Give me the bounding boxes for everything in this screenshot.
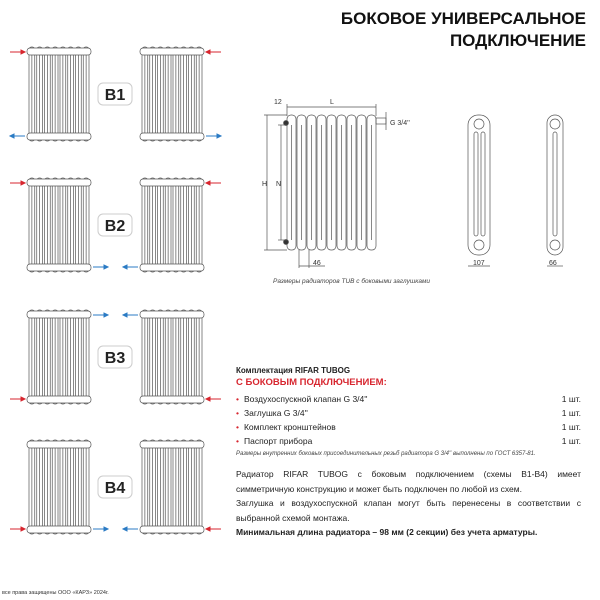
kit-heading: Комплектация RIFAR TUBOG <box>236 366 351 375</box>
svg-text:B3: B3 <box>104 350 126 367</box>
connection-schemes <box>0 0 235 560</box>
side-view-3-column <box>468 115 490 267</box>
flow-arrow-icon <box>206 527 221 531</box>
flow-arrow-icon <box>10 397 25 401</box>
radiator-icon <box>140 178 204 272</box>
flow-arrow-icon <box>206 134 221 138</box>
radiator-icon <box>27 178 91 272</box>
flow-arrow-icon <box>10 181 25 185</box>
bullet-icon: • <box>236 436 239 446</box>
kit-qty: 1 шт. <box>561 408 581 418</box>
dim-L: L <box>330 99 334 106</box>
flow-arrow-icon <box>123 313 138 317</box>
scheme-label <box>98 83 132 105</box>
flow-arrow-icon <box>93 527 108 531</box>
dim-12: 12 <box>274 99 282 106</box>
copyright: все права защищены ООО «КАРЗ» 2024г. <box>2 590 109 596</box>
radiator-icon <box>140 440 204 534</box>
scheme-label <box>98 214 132 236</box>
svg-text:B1: B1 <box>104 87 126 104</box>
flow-arrow-icon <box>93 265 108 269</box>
description: Радиатор RIFAR TUBOG с боковым подключением (схемы B1-B4) имеет симметричную конструкцию и может быть подключен по любой из схем. Заглушка и воздухоспускной клапан могут быть перенесены в соответствии с выбранной схемой монтажа. Минимальная длина радиатора – 98 мм (2 секции) без учета арматуры. <box>236 469 581 537</box>
kit-qty: 1 шт. <box>561 422 581 432</box>
kit-qty: 1 шт. <box>561 394 581 404</box>
radiator-icon <box>140 47 204 141</box>
scheme-label <box>98 346 132 368</box>
drawing-caption: Размеры радиаторов TUB с боковыми заглушками <box>273 278 431 285</box>
dimension-drawing <box>250 90 595 275</box>
flow-arrow-icon <box>10 50 25 54</box>
kit-qty: 1 шт. <box>561 436 581 446</box>
dim-66: 66 <box>549 260 557 267</box>
kit-subheading: С БОКОВЫМ ПОДКЛЮЧЕНИЕМ: <box>236 377 387 388</box>
front-view <box>284 115 377 250</box>
flow-arrow-icon <box>123 527 138 531</box>
kit-item: • Комплект кронштейнов 1 шт. <box>236 422 581 432</box>
thread-label: G 3/4'' <box>390 120 410 127</box>
kit-item: • Воздухоспускной клапан G 3/4'' 1 шт. <box>236 394 581 404</box>
flow-arrow-icon <box>93 313 108 317</box>
radiator-icon <box>140 310 204 404</box>
svg-text:B4: B4 <box>104 480 126 497</box>
flow-arrow-icon <box>206 397 221 401</box>
flow-arrow-icon <box>206 181 221 185</box>
kit-item: • Паспорт прибора 1 шт. <box>236 436 581 446</box>
flow-arrow-icon <box>123 265 138 269</box>
radiator-icon <box>27 310 91 404</box>
scheme-label <box>98 476 132 498</box>
kit-item: • Заглушка G 3/4'' 1 шт. <box>236 408 581 418</box>
bullet-icon: • <box>236 422 239 432</box>
radiator-icon <box>27 47 91 141</box>
flow-arrow-icon <box>206 50 221 54</box>
flow-arrow-icon <box>10 527 25 531</box>
flow-arrow-icon <box>10 134 25 138</box>
bullet-icon: • <box>236 394 239 404</box>
radiator-icon <box>27 440 91 534</box>
side-view-2-column <box>547 115 563 267</box>
bullet-icon: • <box>236 408 239 418</box>
dim-46: 46 <box>313 260 321 267</box>
dim-107: 107 <box>473 260 485 267</box>
page-title: БОКОВОЕ УНИВЕРСАЛЬНОЕ ПОДКЛЮЧЕНИЕ <box>340 9 586 50</box>
dim-N: N <box>276 181 282 188</box>
svg-text:B2: B2 <box>104 218 126 235</box>
dim-H: H <box>262 181 268 188</box>
kit-note: Размеры внутренних боковых присоединительных резьб радиатора G 3/4'' выполнены по ГОСТ 6357-81. <box>236 451 536 457</box>
kit-section <box>236 366 581 457</box>
